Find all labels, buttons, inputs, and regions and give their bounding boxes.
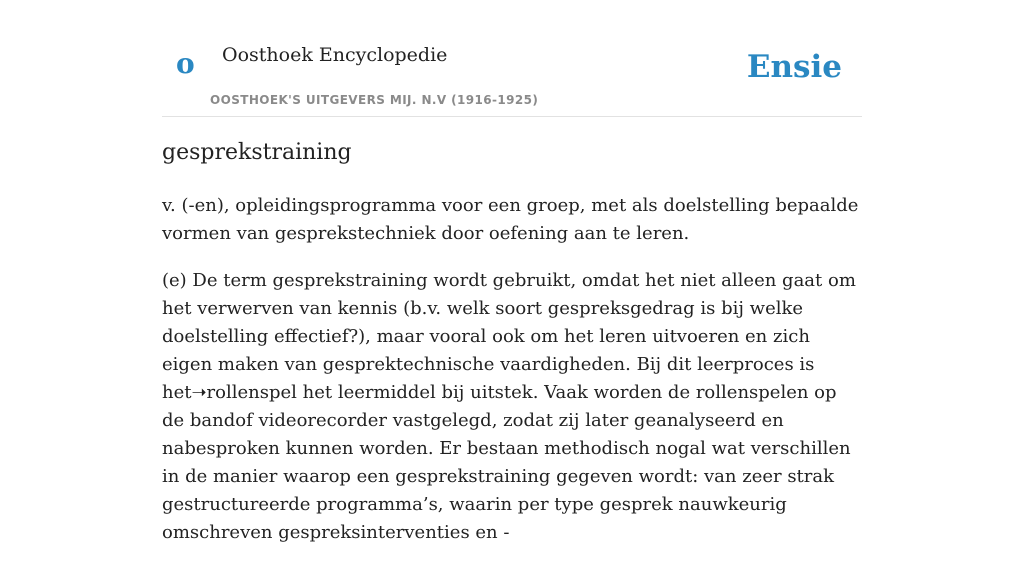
- site-header: [162, 0, 862, 117]
- entry-paragraph-definition: v. (-en), opleidingsprogramma voor een groep, met als doelstelling bepaalde vormen van gesprekstechniek door oefening aan te leren.: [162, 195, 859, 244]
- site-title-link[interactable]: Oosthoek Encyclopedie: [222, 44, 448, 66]
- entry-paragraph-explanation: (e) De term gesprekstraining wordt gebruikt, omdat het niet alleen gaat om het verwerven van kennis (b.v. welk soort gespreksgedrag is bij welke doelstelling effectief?), maar vooral ook om het leren uitvoeren en zich eigen maken van gesprektechnische vaardigheden. Bij dit leerproces is het➝rollenspel het leermiddel bij uitstek. Vaak worden de rollenspelen op de bandof videorecorder vastgelegd, zodat zij later geanalyseerd en nabesproken kunnen worden. Er bestaan methodisch nogal wat verschillen in de manier waarop een gesprekstraining gegeven wordt: van zeer strak gestructureerde programma’s, waarin per type gesprek nauwkeurig omschreven gespreksinterventies en -: [162, 270, 856, 543]
- site-subtitle: OOSTHOEK'S UITGEVERS MIJ. N.V (1916-1925): [210, 93, 539, 107]
- entry-title: gesprekstraining: [162, 140, 352, 165]
- entry-body: [162, 192, 862, 566]
- site-logo[interactable]: o: [176, 47, 195, 80]
- ensie-brand-link[interactable]: Ensie: [746, 49, 842, 85]
- page-container: [162, 0, 862, 543]
